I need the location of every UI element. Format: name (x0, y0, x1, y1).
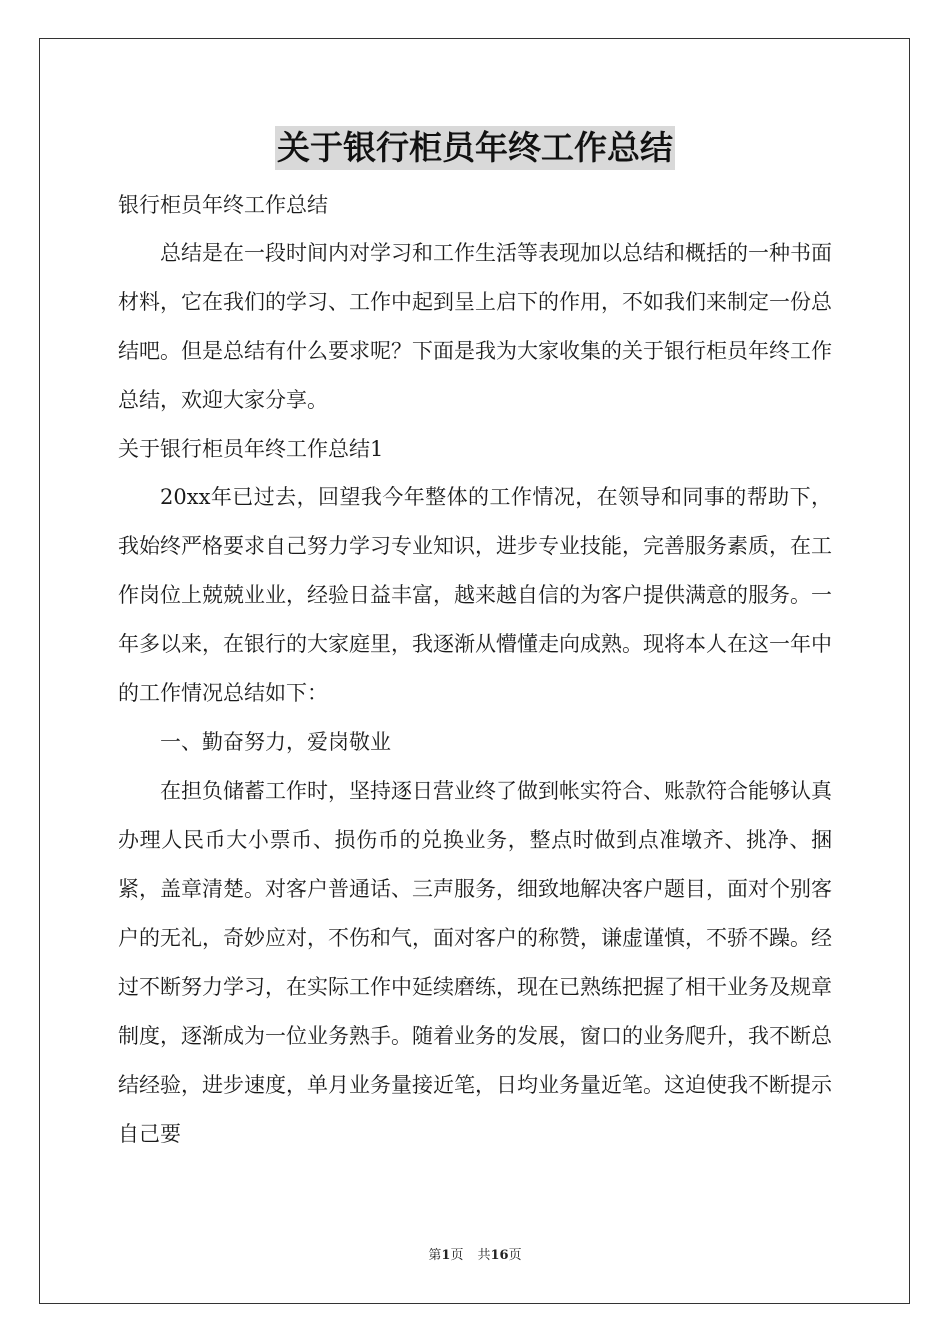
total-prefix: 共 (477, 1248, 491, 1263)
section-heading: 关于银行柜员年终工作总结1 (118, 437, 384, 461)
subheading: 一、勤奋努力，爱岗敬业 (160, 730, 391, 754)
document-body (118, 181, 832, 1159)
total-suffix: 页 (508, 1248, 522, 1263)
intro-paragraph: 总结是在一段时间内对学习和工作生活等表现加以总结和概括的一种书面材料，它在我们的学习、工作中起到呈上启下的作用，不如我们来制定一份总结吧。但是总结有什么要求呢？下面是我为大家收集的关于银行柜员年终工作总结，欢迎大家分享。 (118, 241, 832, 412)
document-subtitle: 银行柜员年终工作总结 (118, 193, 328, 217)
title-area (0, 126, 950, 170)
body-paragraph: 在担负储蓄工作时，坚持逐日营业终了做到帐实符合、账款符合能够认真办理人民币大小票币、损伤币的兑换业务，整点时做到点准墩齐、挑净、捆紧，盖章清楚。对客户普通话、三声服务，细致地解决客户题目，面对个别客户的无礼，奇妙应对，不伤和气，面对客户的称赞，谦虚谨慎，不骄不躁。经过不断努力学习，在实际工作中延续磨练，现在已熟练把握了相干业务及规章制度，逐渐成为一位业务熟手。随着业务的发展，窗口的业务爬升，我不断总结经验，进步速度，单月业务量接近笔，日均业务量近笔。这迫使我不断提示自己要 (118, 779, 832, 1146)
page-footer (0, 1247, 950, 1265)
page-label: 页 (450, 1248, 464, 1263)
document-title: 关于银行柜员年终工作总结 (275, 126, 675, 170)
page-total: 16 (490, 1248, 509, 1263)
page-current: 1 (441, 1248, 451, 1263)
page-prefix: 第 (428, 1248, 442, 1263)
body-paragraph: 20xx年已过去，回望我今年整体的工作情况，在领导和同事的帮助下，我始终严格要求自己努力学习专业知识，进步专业技能，完善服务素质，在工作岗位上兢兢业业，经验日益丰富，越来越自信的为客户提供满意的服务。一年多以来，在银行的大家庭里，我逐渐从懵懂走向成熟。现将本人在这一年中的工作情况总结如下： (118, 485, 832, 705)
